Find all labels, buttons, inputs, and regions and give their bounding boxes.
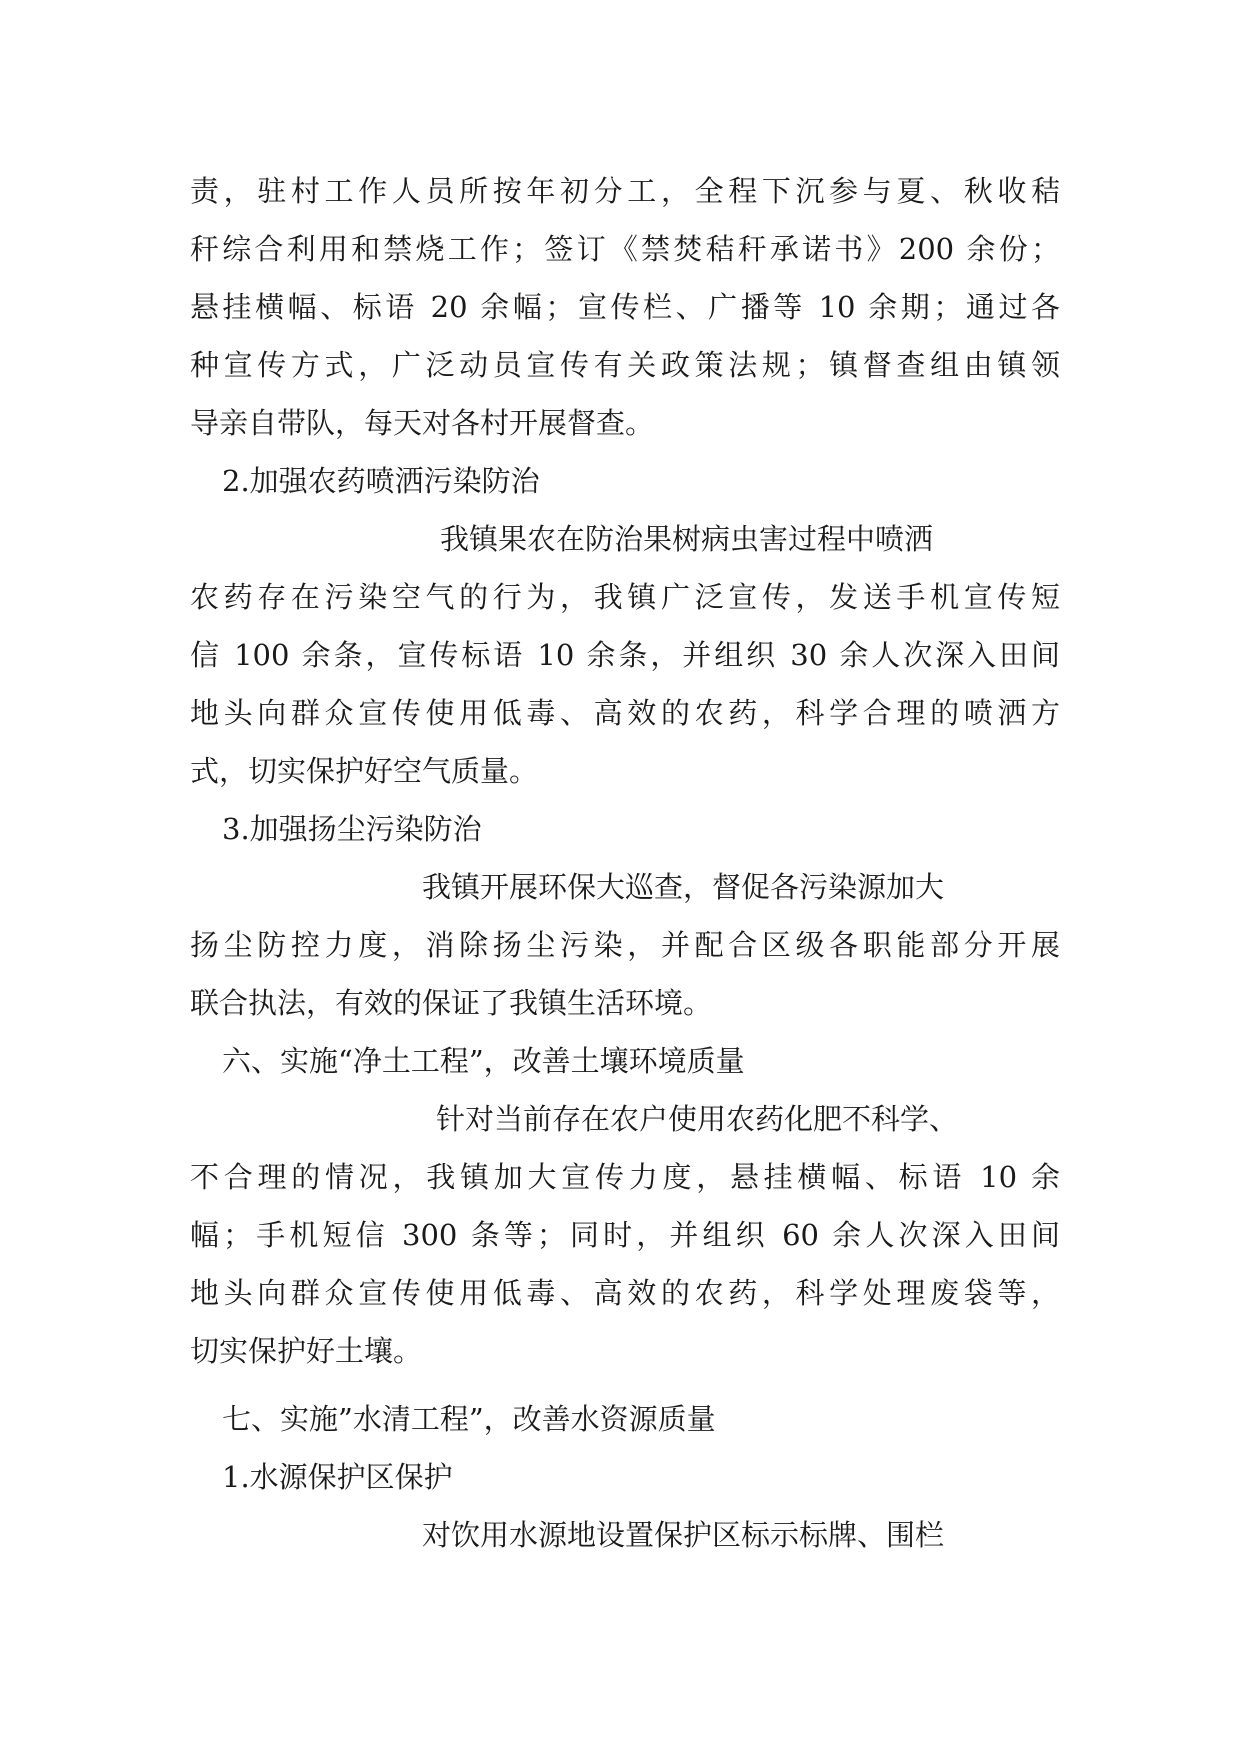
paragraph-line: 责，驻村工作人员所按年初分工，全程下沉参与夏、秋收秸 xyxy=(190,174,1060,208)
paragraph-line: 联合执法，有效的保证了我镇生活环境。 xyxy=(190,986,713,1020)
paragraph-line: 我镇果农在防治果树病虫害过程中喷洒 xyxy=(440,522,934,556)
paragraph-line: 我镇开展环保大巡查，督促各污染源加大 xyxy=(422,870,945,904)
section-heading: 七、实施”水清工程”，改善水资源质量 xyxy=(222,1402,716,1436)
paragraph-line: 信 100 余条，宣传标语 10 余条，并组织 30 余人次深入田间 xyxy=(190,638,1060,672)
section-heading: 1.水源保护区保护 xyxy=(222,1460,453,1494)
paragraph-line: 切实保护好土壤。 xyxy=(190,1334,423,1368)
paragraph-line: 种宣传方式，广泛动员宣传有关政策法规；镇督查组由镇领 xyxy=(190,348,1060,382)
section-heading: 六、实施“净土工程”，改善土壤环境质量 xyxy=(222,1044,745,1078)
paragraph-line: 农药存在污染空气的行为，我镇广泛宣传，发送手机宣传短 xyxy=(190,580,1060,614)
paragraph-line: 式，切实保护好空气质量。 xyxy=(190,754,539,788)
paragraph-line: 地头向群众宣传使用低毒、高效的农药，科学处理废袋等， xyxy=(190,1276,1060,1310)
document-body xyxy=(190,162,1060,1564)
paragraph-line: 幅；手机短信 300 条等；同时，并组织 60 余人次深入田间 xyxy=(190,1218,1060,1252)
paragraph-line: 地头向群众宣传使用低毒、高效的农药，科学合理的喷洒方 xyxy=(190,696,1060,730)
section-heading: 2.加强农药喷洒污染防治 xyxy=(222,464,540,498)
paragraph-line: 针对当前存在农户使用农药化肥不科学、 xyxy=(436,1102,959,1136)
paragraph-line: 不合理的情况，我镇加大宣传力度，悬挂横幅、标语 10 余 xyxy=(190,1160,1060,1194)
paragraph-line: 对饮用水源地设置保护区标示标牌、围栏 xyxy=(422,1518,945,1552)
section-heading: 3.加强扬尘污染防治 xyxy=(222,812,482,846)
paragraph-line: 导亲自带队，每天对各村开展督查。 xyxy=(190,406,655,440)
paragraph-line: 秆综合利用和禁烧工作；签订《禁焚秸秆承诺书》200 余份； xyxy=(190,232,1060,266)
paragraph-line: 悬挂横幅、标语 20 余幅；宣传栏、广播等 10 余期；通过各 xyxy=(190,290,1060,324)
paragraph-line: 扬尘防控力度，消除扬尘污染，并配合区级各职能部分开展 xyxy=(190,928,1060,962)
